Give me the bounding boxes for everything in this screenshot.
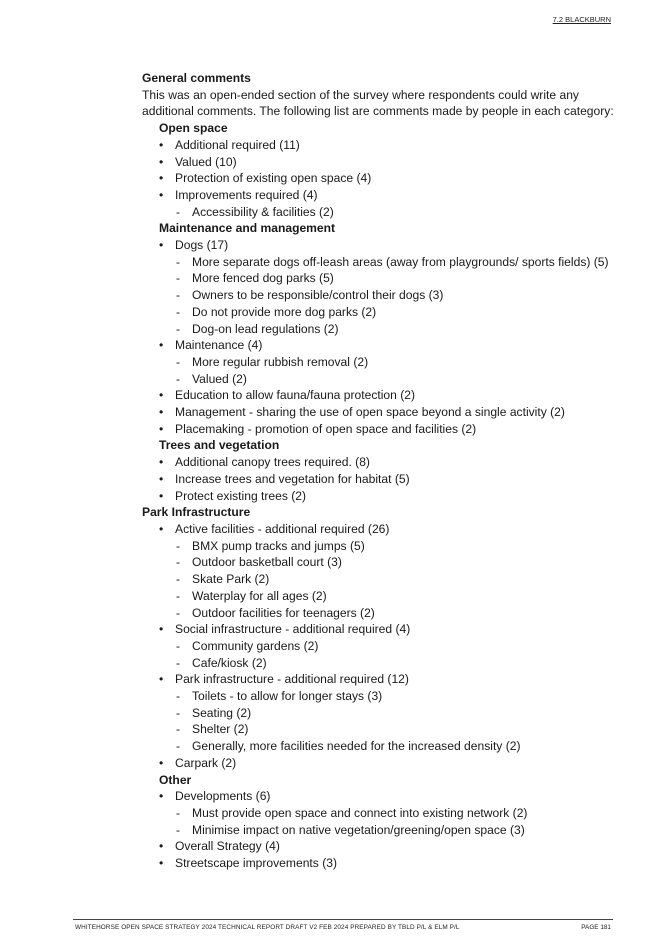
list-item: • Dogs (17) — [142, 237, 622, 254]
category-open-space: Open space — [159, 121, 228, 136]
list-item: • Maintenance (4) — [142, 337, 622, 354]
sub-list-item: - More regular rubbish removal (2) — [142, 354, 622, 371]
list-item: • Placemaking - promotion of open space and facilities (2) — [142, 421, 622, 438]
sub-list-item: - Skate Park (2) — [142, 571, 622, 588]
list-item: • Carpark (2) — [142, 755, 622, 772]
sub-list-item: - Community gardens (2) — [142, 638, 622, 655]
category-trees: Trees and vegetation — [159, 438, 280, 453]
sub-list-item: - Cafe/kiosk (2) — [142, 655, 622, 672]
sub-list-item: - Owners to be responsible/control their dogs (3) — [142, 287, 622, 304]
footer-divider — [73, 919, 613, 920]
sub-list-item: - More separate dogs off-leash areas (away from playgrounds/ sports fields) (5) — [142, 254, 622, 271]
footer-document-info: WHITEHORSE OPEN SPACE STRATEGY 2024 TECHNICAL REPORT DRAFT V2 FEB 2024 PREPARED BY TBLD P/L & ELM P/L — [75, 924, 460, 931]
list-item: • Active facilities - additional required (26) — [142, 521, 622, 538]
list-item: • Protection of existing open space (4) — [142, 170, 622, 187]
sub-list-item: - More fenced dog parks (5) — [142, 270, 622, 287]
agenda-item-reference: 7.2 BLACKBURN — [552, 15, 611, 24]
sub-list-item: - Valued (2) — [142, 371, 622, 388]
intro-line-2: additional comments. The following list are comments made by people in each category: — [142, 104, 614, 119]
category-other: Other — [159, 772, 192, 787]
sub-list-item: - Seating (2) — [142, 705, 622, 722]
list-item: • Social infrastructure - additional required (4) — [142, 621, 622, 638]
sub-list-item: - Outdoor facilities for teenagers (2) — [142, 605, 622, 622]
sub-list-item: - Outdoor basketball court (3) — [142, 554, 622, 571]
list-item: • Management - sharing the use of open space beyond a single activity (2) — [142, 404, 622, 421]
general-comments-section — [142, 70, 622, 872]
sub-list-item: - Waterplay for all ages (2) — [142, 588, 622, 605]
sub-list-item: - Do not provide more dog parks (2) — [142, 304, 622, 321]
category-park-infrastructure: Park Infrastructure — [142, 505, 251, 520]
footer-page-number: PAGE 181 — [581, 924, 611, 931]
list-item: • Protect existing trees (2) — [142, 488, 622, 505]
sub-list-item: - Minimise impact on native vegetation/greening/open space (3) — [142, 822, 622, 839]
sub-list-item: - Generally, more facilities needed for the increased density (2) — [142, 738, 622, 755]
intro-line-1: This was an open-ended section of the survey where respondents could write any — [142, 87, 579, 102]
sub-list-item: - Toilets - to allow for longer stays (3) — [142, 688, 622, 705]
list-item: • Additional required (11) — [142, 137, 622, 154]
list-item: • Additional canopy trees required. (8) — [142, 454, 622, 471]
list-item: • Education to allow fauna/fauna protection (2) — [142, 387, 622, 404]
list-item: • Park infrastructure - additional required (12) — [142, 671, 622, 688]
list-item: • Streetscape improvements (3) — [142, 855, 622, 872]
sub-list-item: - Shelter (2) — [142, 721, 622, 738]
sub-list-item: - BMX pump tracks and jumps (5) — [142, 538, 622, 555]
list-item: • Increase trees and vegetation for habitat (5) — [142, 471, 622, 488]
list-item: • Improvements required (4) — [142, 187, 622, 204]
sub-list-item: - Dog-on lead regulations (2) — [142, 321, 622, 338]
sub-list-item: - Accessibility & facilities (2) — [142, 204, 622, 221]
list-item: • Developments (6) — [142, 788, 622, 805]
list-item: • Valued (10) — [142, 154, 622, 171]
list-item: • Overall Strategy (4) — [142, 838, 622, 855]
sub-list-item: - Must provide open space and connect into existing network (2) — [142, 805, 622, 822]
category-maintenance: Maintenance and management — [159, 221, 336, 236]
section-heading: General comments — [142, 71, 251, 85]
